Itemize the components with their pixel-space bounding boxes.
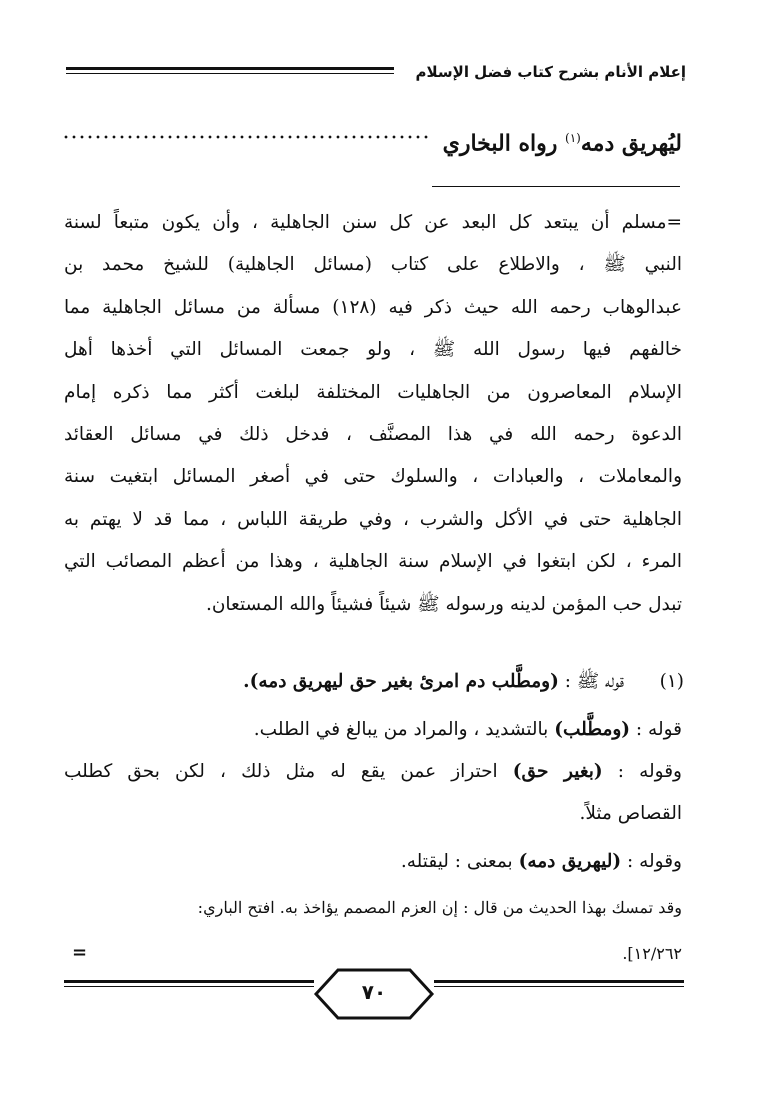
continued-footnote-paragraph [64, 202, 682, 626]
hadith-phrase: ليُهريق دمه [580, 130, 682, 157]
text-line: خالفهم فيها رسول الله ﷺ ، ولو جمعت المسائل التي أخذها أهل [64, 339, 682, 361]
footer-rule [64, 980, 314, 983]
footnote-line: ١٢/٢٦٢]. [622, 944, 682, 963]
footnote-line [64, 754, 682, 790]
text-line: الدعوة رحمه الله في هذا المصنَّف ، فدخل ذلك في مسائل العقائد [64, 423, 682, 445]
page-number-badge [312, 966, 436, 1022]
book-title: إعلام الأنام بشرح كتاب فضل الإسلام [415, 63, 686, 81]
footer-rule [434, 980, 684, 983]
footnote-bold: (بغير حق) [512, 761, 603, 782]
hadith-source: رواه البخاري [442, 130, 566, 157]
footnote-text: بالتشديد ، والمراد من يبالغ في الطلب. [253, 719, 555, 740]
page-footer [64, 966, 684, 1026]
footnote-line [64, 844, 682, 880]
hadith-line [62, 120, 682, 160]
footer-rule [64, 986, 314, 987]
running-header [66, 62, 686, 84]
footnote-bold: (ومطَّلب دم امرئ بغير حق ليهريق دمه). [243, 671, 559, 692]
text-line: الإسلام المعاصرون من الجاهليات المختلفة لبلغت أكثر مما ذكره إمام [64, 381, 682, 403]
continuation-mark: = [72, 942, 88, 963]
footnote-text: وقوله : [602, 761, 682, 782]
text-line: تبدل حب المؤمن لدينه ورسوله ﷺ شيئاً فشيئاً والله المستعان. [205, 593, 682, 615]
footnote-number: (١) [659, 671, 684, 692]
text-line: =مسلم أن يبتعد كل البعد عن كل سنن الجاهلية ، وأن يكون متبعاً لسنة [64, 212, 682, 233]
footnote-line: وقد تمسك بهذا الحديث من قال : إن العزم المصمم يؤاخذ به. افتح الباري: [197, 898, 682, 917]
footnote-ref: (١) [565, 131, 581, 145]
text-line: النبي ﷺ ، والاطلاع على كتاب (مسائل الجاهلية) للشيخ محمد بن [64, 254, 682, 276]
footnote-bold: (ومطَّلب) [554, 719, 631, 740]
footnote-separator [432, 186, 680, 187]
page-number: ٧٠ [361, 980, 387, 1004]
footer-rule [434, 986, 684, 987]
footnote-text: احتراز عمن يقع له مثل ذلك ، لكن بحق كطلب [64, 761, 513, 782]
footnote-line [64, 664, 682, 700]
dotted-leader [62, 134, 432, 140]
text-line: الجاهلية حتى في الأكل والشرب ، وفي طريقة اللباس ، مما قد لا يهتم به [64, 508, 682, 530]
footnote-text: بمعنى : ليقتله. [400, 851, 519, 872]
text-line: عبدالوهاب رحمه الله حيث ذكر فيه (١٢٨) مسألة من مسائل الجاهلية مما [64, 296, 683, 318]
header-rule [66, 67, 394, 77]
footnote-line [64, 712, 682, 748]
footnote-bold: (ليهريق دمه) [518, 851, 622, 872]
text-line: المرء ، لكن ابتغوا في الإسلام سنة الجاهلية ، وهذا من أعظم المصائب التي [64, 551, 682, 573]
footnote-text: قوله ﷺ : [558, 671, 624, 692]
hadith-text [443, 120, 682, 161]
footnote-text: قوله : [630, 719, 682, 740]
footnote-text: وقوله : [621, 851, 682, 872]
footnote-line: القصاص مثلاً. [579, 803, 682, 824]
text-line: والمعاملات ، والعبادات ، والسلوك حتى في أصغر المسائل ابتغيت سنة [64, 466, 682, 488]
